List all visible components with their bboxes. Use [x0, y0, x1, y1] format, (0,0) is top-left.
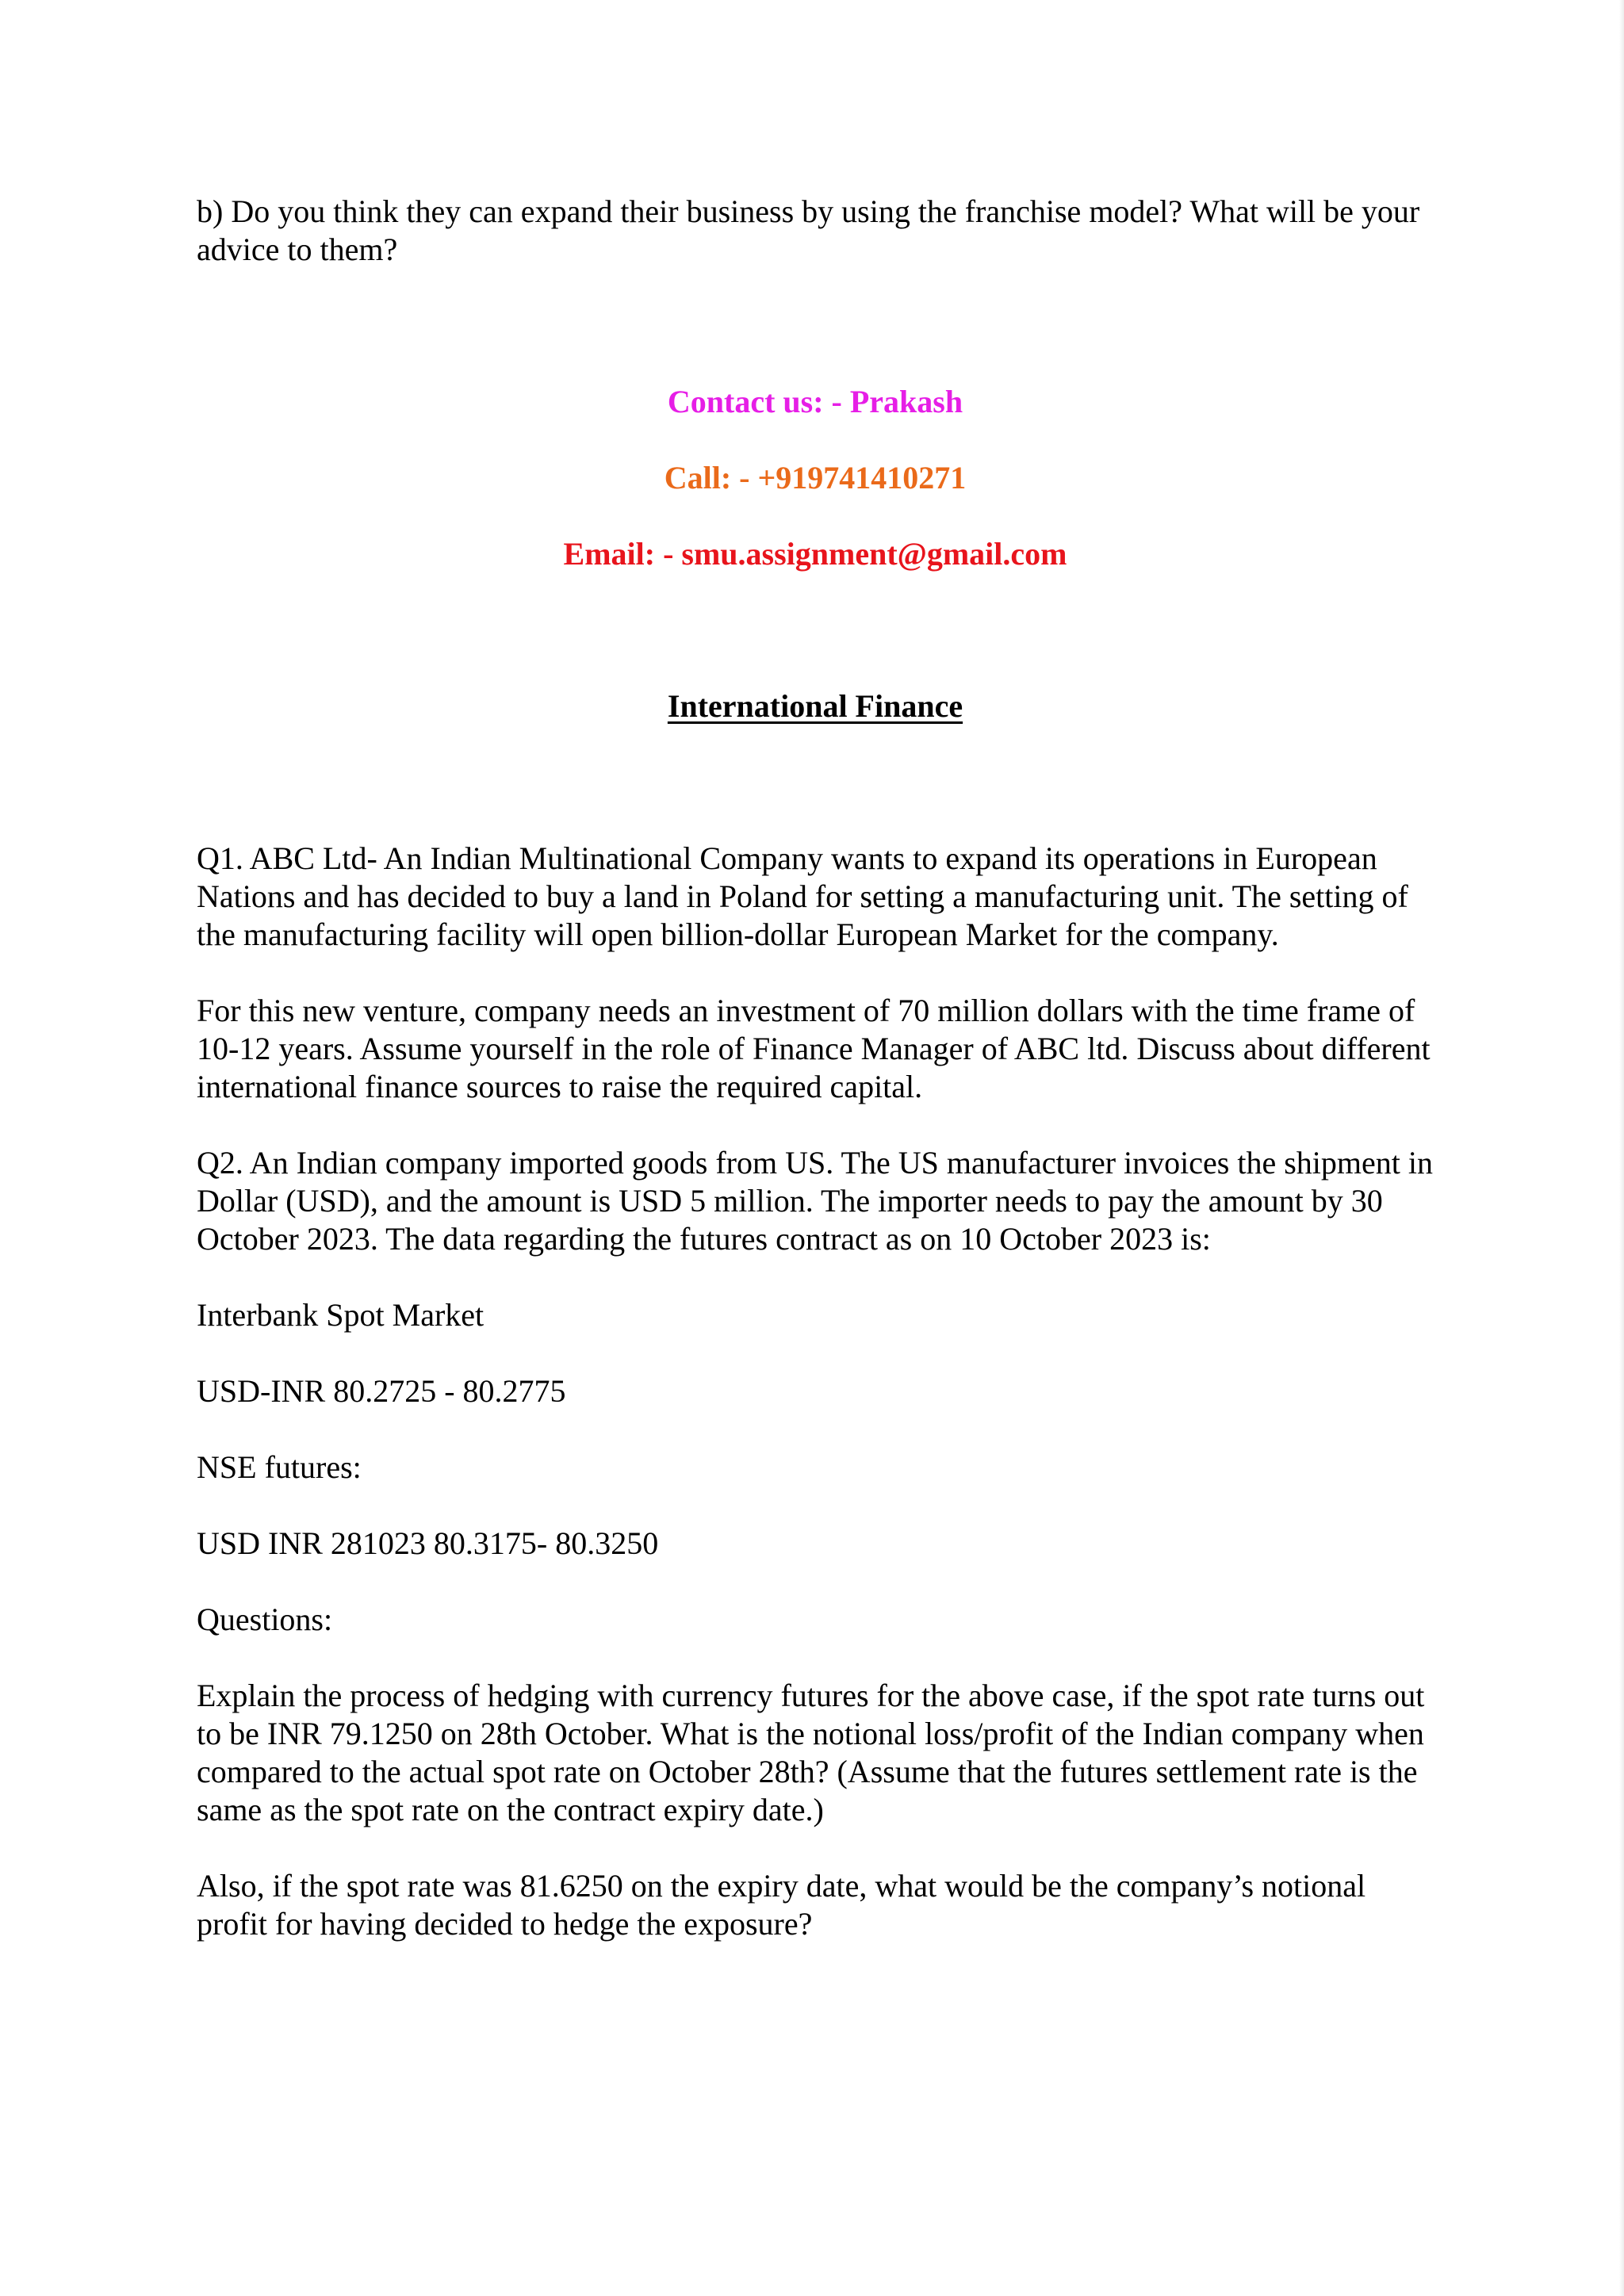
nse-futures-label: NSE futures:: [197, 1449, 362, 1485]
contact-email: Email: - smu.assignment@gmail.com: [563, 536, 1067, 572]
spacer: [197, 573, 1434, 687]
contact-phone: Call: - +919741410271: [664, 460, 967, 496]
spacer: [197, 954, 1434, 992]
hedging-question-2: Also, if the spot rate was 81.6250 on the expiry date, what would be the company’s notional profit for having decided to hedge the exposure?: [197, 1868, 1366, 1942]
q1-paragraph-2: For this new venture, company needs an investment of 70 million dollars with the time frame of 10-12 years. Assume yourself in the role of Finance Manager of ABC ltd. Discuss about different international finance sources to raise the required capital.: [197, 993, 1431, 1104]
spacer: [197, 421, 1434, 459]
spacer: [197, 497, 1434, 535]
spacer: [197, 1639, 1434, 1677]
interbank-label: Interbank Spot Market: [197, 1297, 485, 1333]
spacer: [197, 1106, 1434, 1144]
spacer: [197, 1258, 1434, 1296]
franchise-question: b) Do you think they can expand their business by using the franchise model? What will be your advice to them?: [197, 193, 1420, 267]
spacer: [197, 269, 1434, 383]
section-title: International Finance: [667, 688, 963, 724]
document-page: [197, 193, 1434, 1943]
nse-futures-rate: USD INR 281023 80.3175- 80.3250: [197, 1525, 659, 1561]
interbank-rate: USD-INR 80.2725 - 80.2775: [197, 1373, 566, 1409]
q1-paragraph-1: Q1. ABC Ltd- An Indian Multinational Company wants to expand its operations in European Nations and has decided to buy a land in Poland for setting a manufacturing unit. The setting of the manufacturing facility will open billion-dollar European Market for the company.: [197, 840, 1408, 952]
spacer: [197, 1563, 1434, 1601]
contact-name: Contact us: - Prakash: [667, 384, 963, 419]
q2-paragraph-1: Q2. An Indian company imported goods from US. The US manufacturer invoices the shipment in Dollar (USD), and the amount is USD 5 million. The importer needs to pay the amount by 30 October 2023. The data regarding the futures contract as on 10 October 2023 is:: [197, 1145, 1433, 1257]
spacer: [197, 1487, 1434, 1525]
questions-label: Questions:: [197, 1601, 333, 1637]
hedging-question-1: Explain the process of hedging with currency futures for the above case, if the spot rate turns out to be INR 79.1250 on 28th October. What is the notional loss/profit of the Indian company when compared to the actual spot rate on October 28th? (Assume that the futures settlement rate is the same as the spot rate on the contract expiry date.): [197, 1678, 1425, 1827]
spacer: [197, 1829, 1434, 1867]
spacer: [197, 725, 1434, 840]
page-edge-shadow: [1619, 0, 1624, 2296]
spacer: [197, 1410, 1434, 1448]
spacer: [197, 1334, 1434, 1372]
